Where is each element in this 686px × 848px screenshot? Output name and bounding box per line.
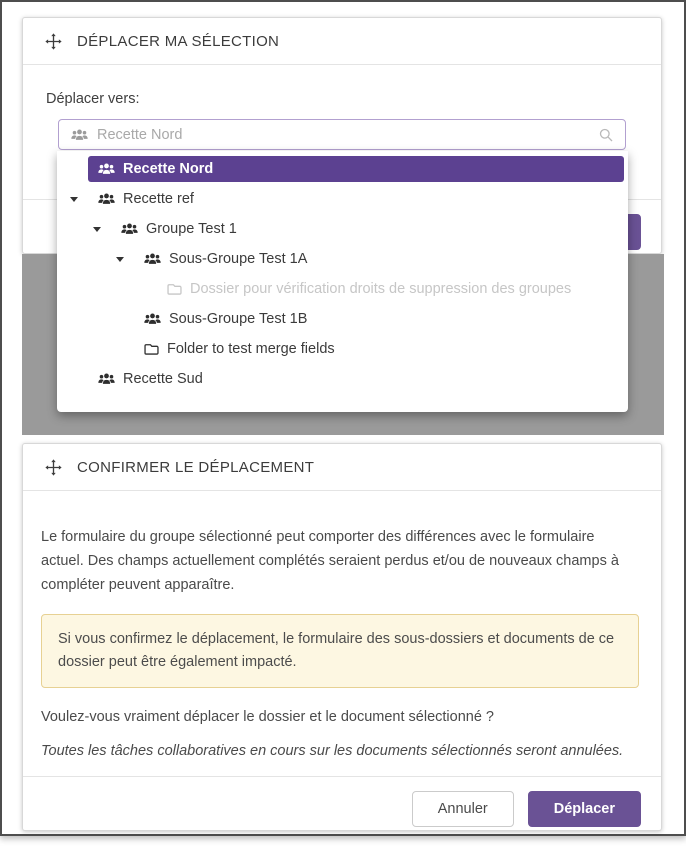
warning-box: Si vous confirmez le déplacement, le formulaire des sous-dossiers et documents de ce dossier peut être également impacté. [41, 614, 639, 688]
tree-item[interactable] [88, 156, 624, 182]
users-icon [144, 313, 161, 325]
caret-down-icon[interactable] [93, 227, 101, 232]
tree-item-label: Folder to test merge fields [167, 341, 335, 357]
dialog-title: DÉPLACER MA SÉLECTION [77, 32, 280, 50]
users-icon [121, 223, 138, 235]
users-icon [98, 163, 115, 175]
users-icon [98, 193, 115, 205]
collaborative-tasks-note: Toutes les tâches collaboratives en cours sur les documents sélectionnés seront annulées. [41, 743, 624, 759]
users-icon [98, 373, 115, 385]
tree-item-label: Recette Sud [123, 371, 203, 387]
users-icon [71, 129, 88, 141]
tree-item-label: Sous-Groupe Test 1B [169, 311, 308, 327]
users-icon [144, 253, 161, 265]
tree-item[interactable] [114, 304, 628, 334]
tree-item-label: Sous-Groupe Test 1A [169, 251, 308, 267]
tree-item[interactable] [68, 364, 628, 394]
group-search-input[interactable] [58, 119, 626, 150]
tree-item-label: Dossier pour vérification droits de suppression des groupes [190, 281, 572, 297]
move-to-label: Déplacer vers: [46, 91, 140, 107]
folder-icon [167, 283, 182, 295]
tree-item[interactable] [114, 334, 628, 364]
dialog-header [23, 18, 661, 65]
tree-item[interactable] [68, 184, 628, 214]
confirm-paragraph: Le formulaire du groupe sélectionné peut comporter des différences avec le formulaire actuel. Des champs actuellement complétés seraient perdus et/ou de nouveaux champs à compléter peuvent apparaître. [41, 529, 619, 593]
confirm-move-button[interactable]: Déplacer [528, 791, 641, 827]
move-icon [45, 33, 62, 50]
caret-down-icon[interactable] [70, 197, 78, 202]
group-tree-dropdown [57, 151, 628, 412]
search-placeholder: Recette Nord [97, 126, 183, 143]
dialog-header [23, 444, 661, 491]
tree-item[interactable] [114, 244, 628, 274]
tree-item[interactable] [137, 274, 628, 304]
tree-item-label: Groupe Test 1 [146, 221, 237, 237]
search-icon[interactable] [599, 128, 613, 142]
dialog-title: CONFIRMER LE DÉPLACEMENT [77, 458, 315, 476]
confirm-question: Voulez-vous vraiment déplacer le dossier et le document sélectionné ? [41, 709, 494, 725]
folder-icon [144, 343, 159, 355]
tree-item-label: Recette Nord [123, 161, 214, 177]
caret-down-icon[interactable] [116, 257, 124, 262]
tree-item-label: Recette ref [123, 191, 194, 207]
tree-item[interactable] [91, 214, 628, 244]
confirm-move-dialog [22, 443, 662, 831]
move-icon [45, 459, 62, 476]
cancel-button[interactable]: Annuler [412, 791, 514, 827]
